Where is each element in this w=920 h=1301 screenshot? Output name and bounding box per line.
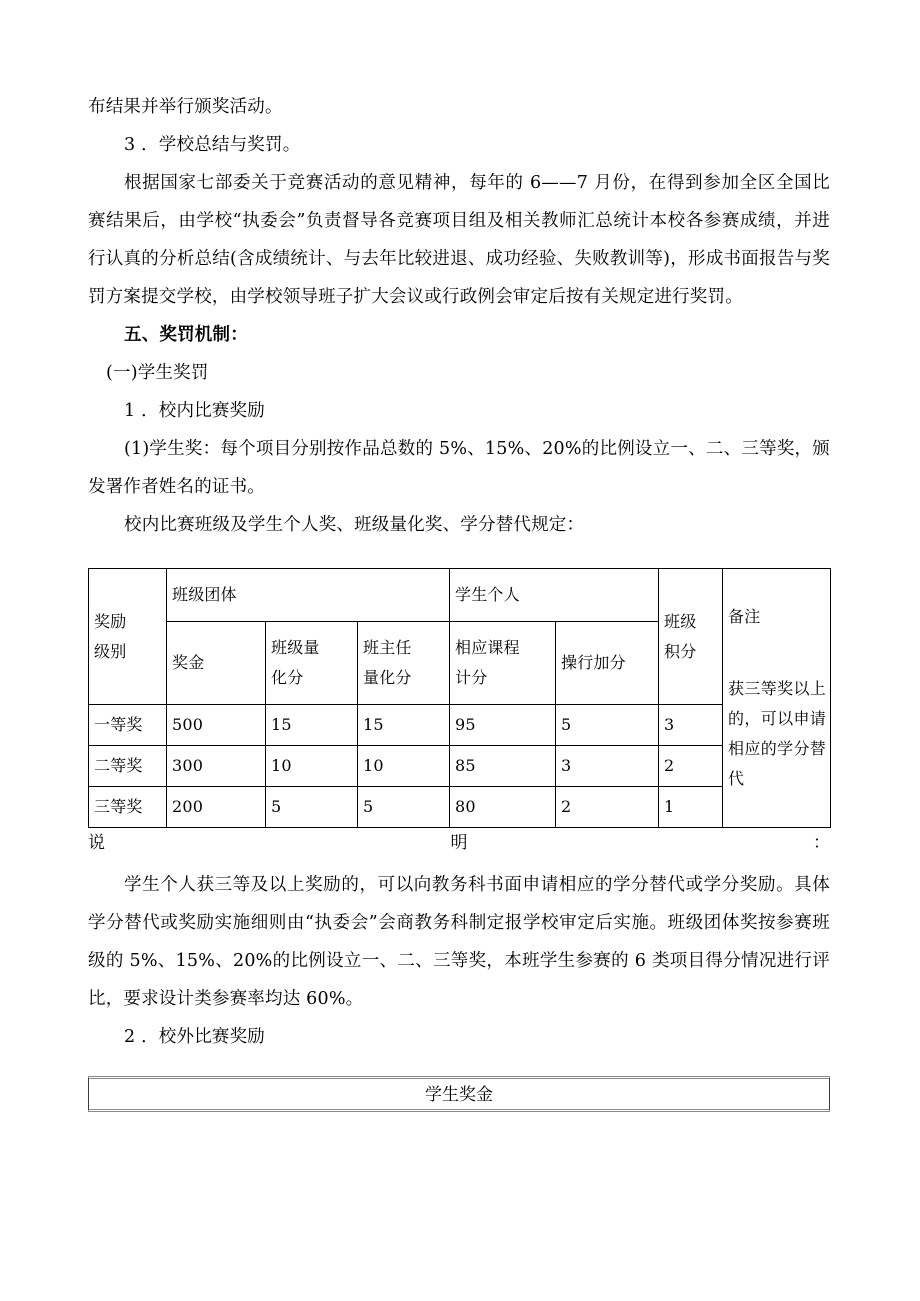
cell-bonus: 200: [167, 787, 266, 828]
heading-section-5: 五、奖罚机制：: [124, 325, 248, 345]
cell-teacher-quant: 10: [358, 746, 450, 787]
header-teacher-quant-line1: 班主任: [363, 638, 412, 657]
cell-course-score: 95: [450, 705, 556, 746]
cell-course-score: 80: [450, 787, 556, 828]
cell-course-score: 85: [450, 746, 556, 787]
header-teacher-quant-line2: 量化分: [363, 668, 412, 687]
note-spacer: [88, 858, 830, 866]
header-group-student: 学生个人: [450, 569, 659, 622]
header-conduct-bonus: 操行加分: [556, 622, 659, 705]
paragraph-continuation: 布结果并举行颁奖活动。: [88, 97, 283, 117]
cell-level: 二等奖: [89, 746, 167, 787]
header-group-class: 班级团体: [167, 569, 450, 622]
cell-level: 三等奖: [89, 787, 167, 828]
cell-teacher-quant: 5: [358, 787, 450, 828]
table-row: [89, 787, 831, 828]
paragraph-item-2: 2 ．校外比赛奖励: [124, 1027, 265, 1047]
header-award-level: [89, 569, 167, 705]
header-class-points-line1: 班级: [664, 611, 697, 631]
table-row: [89, 705, 831, 746]
paragraph-subsection-1: (一)学生奖罚: [106, 363, 209, 383]
cell-conduct-bonus: 3: [556, 746, 659, 787]
cell-class-quant: 15: [266, 705, 358, 746]
table-header-row-1: [89, 569, 831, 622]
award-criteria-table: [88, 568, 831, 828]
header-course-score-line1: 相应课程: [455, 638, 520, 657]
paragraph-item-3-body: 根据国家七部委关于竞赛活动的意见精神，每年的 6——7 月份，在得到参加全区全国比赛结果后，由学校“执委会”负责督导各竞赛项目组及相关教师汇总统计本校各参赛成绩，并进行认真的分析总结(含成绩统计、与去年比较进退、成功经验、失败教训等)，形成书面报告与奖罚方案提交学校，由学校领导班子扩大会议或行政例会审定后按有关规定进行奖罚。: [88, 173, 830, 307]
document-body: [88, 88, 830, 1112]
paragraph-item-1: 1 ．校内比赛奖励: [124, 401, 265, 421]
remark-column: [723, 569, 831, 828]
header-bonus: 奖金: [167, 622, 266, 705]
cell-conduct-bonus: 2: [556, 787, 659, 828]
cell-class-quant: 5: [266, 787, 358, 828]
header-remark-title: 备注: [728, 607, 761, 626]
cell-level: 一等奖: [89, 705, 167, 746]
cell-class-points: 3: [659, 705, 723, 746]
note-justified-line: [88, 828, 830, 858]
paragraph-item-3: 3 ．学校总结与奖罚。: [124, 135, 301, 155]
student-bonus-box: 学生奖金: [88, 1076, 830, 1112]
header-course-score: [450, 622, 556, 705]
header-course-score-line2: 计分: [455, 668, 488, 687]
cell-teacher-quant: 15: [358, 705, 450, 746]
table-top-spacer: [88, 544, 830, 568]
header-class-quant-line1: 班级量: [271, 638, 320, 657]
note-right: ：: [813, 833, 830, 853]
remark-text: 获三等奖以上的，可以申请相应的学分替代: [728, 679, 826, 788]
paragraph-table-intro: 校内比赛班级及学生个人奖、班级量化奖、学分替代规定：: [124, 515, 585, 535]
header-class-quant-line2: 化分: [271, 668, 304, 687]
cell-class-points: 1: [659, 787, 723, 828]
header-award-level-line2: 级别: [94, 641, 127, 661]
cell-class-quant: 10: [266, 746, 358, 787]
header-class-quant: [266, 622, 358, 705]
cell-class-points: 2: [659, 746, 723, 787]
header-class-points: [659, 569, 723, 705]
paragraph-item-1-1: (1)学生奖：每个项目分别按作品总数的 5%、15%、20%的比例设立一、二、三等奖，颁发署作者姓名的证书。: [88, 439, 830, 497]
table-row: [89, 746, 831, 787]
paragraph-note-body: 学生个人获三等及以上奖励的，可以向教务科书面申请相应的学分替代或学分奖励。具体学分替代或奖励实施细则由“执委会”会商教务科制定报学校审定后实施。班级团体奖按参赛班级的 5%、15%、20%的比例设立一、二、三等奖，本班学生参赛的 6 类项目得分情况进行评比，要求设计类参赛率均达 60%。: [88, 875, 830, 1009]
cell-bonus: 300: [167, 746, 266, 787]
header-class-points-line2: 积分: [664, 641, 697, 661]
cell-conduct-bonus: 5: [556, 705, 659, 746]
cell-bonus: 500: [167, 705, 266, 746]
note-left: 说: [88, 833, 105, 853]
header-award-level-line1: 奖励: [94, 611, 127, 631]
header-teacher-quant: [358, 622, 450, 705]
note-center: 明: [450, 833, 468, 853]
